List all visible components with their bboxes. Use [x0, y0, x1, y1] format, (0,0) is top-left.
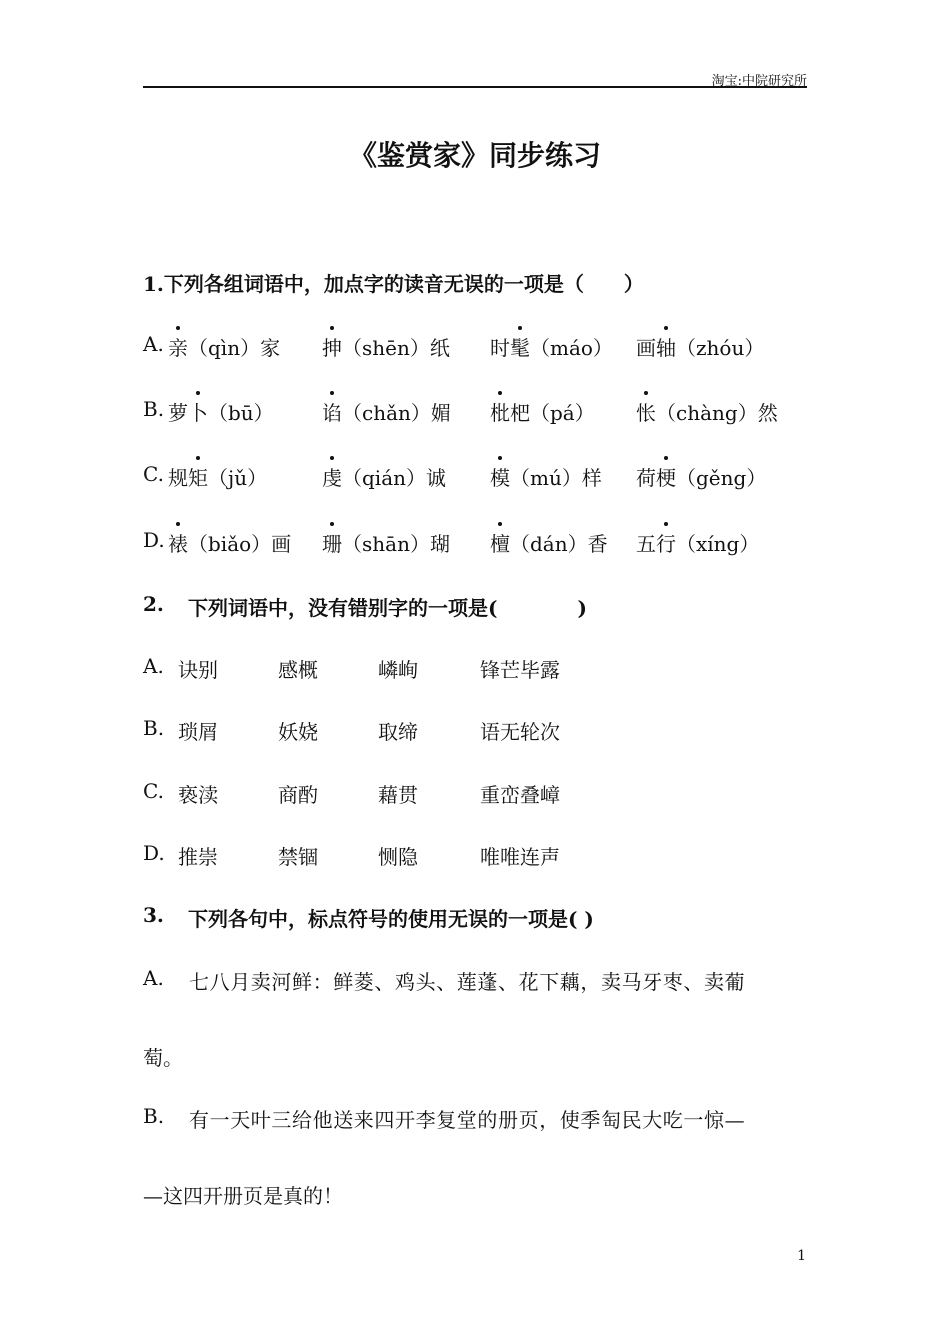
q2-option-word: 锋芒毕露 [480, 658, 560, 682]
q1-option-label: D. [143, 528, 165, 552]
q1-option-word [490, 397, 595, 426]
word-suffix: （chǎn）媚 [342, 401, 451, 425]
q2-stem: 下列词语中，没有错别字的一项是( ) [188, 596, 587, 620]
word-suffix: （bū） [208, 401, 274, 425]
q3-option-b-label: B. [143, 1104, 165, 1128]
q2-option-word: 妖娆 [278, 720, 318, 744]
q1-option-word [322, 462, 446, 491]
word-suffix: （zhóu） [676, 336, 765, 360]
q2-option-word: 取缔 [378, 720, 418, 744]
emphasized-character: 怅 [636, 397, 656, 426]
word-suffix: （dán）香 [510, 532, 608, 556]
q1-option-word [636, 332, 764, 361]
q3-option-b-line2: —这四开册页是真的！ [143, 1184, 343, 1208]
q2-option-word: 藉贯 [378, 783, 418, 807]
word-prefix: 萝 [168, 401, 188, 425]
q3-option-a-line1: 七八月卖河鲜：鲜菱、鸡头、莲蓬、花下藕，卖马牙枣、卖葡 [189, 970, 746, 994]
q2-option-word: 唯唯连声 [480, 845, 560, 869]
emphasized-character: 檀 [490, 528, 510, 557]
q2-option-label: C. [143, 779, 164, 803]
q2-option-word: 感概 [278, 658, 318, 682]
q3-option-a-label: A. [143, 966, 164, 990]
emphasized-character: 卜 [188, 397, 208, 426]
word-prefix: 五 [636, 532, 656, 556]
word-suffix: （shēn）纸 [342, 336, 450, 360]
emphasized-character: 谄 [322, 397, 342, 426]
emphasized-character: 矩 [188, 462, 208, 491]
word-suffix: （chàng）然 [656, 401, 778, 425]
q2-option-label: D. [143, 841, 165, 865]
q1-option-word [490, 528, 608, 557]
q1-option-word [322, 332, 450, 361]
q1-option-label: C. [143, 462, 164, 486]
q2-option-word: 语无轮次 [480, 720, 560, 744]
word-suffix: （biǎo）画 [188, 532, 292, 556]
q2-option-word: 推崇 [178, 845, 218, 869]
q2-option-word: 禁锢 [278, 845, 318, 869]
word-suffix: 杷（pá） [510, 401, 595, 425]
q2-option-label: B. [143, 716, 165, 740]
q3-option-a-line2: 萄。 [143, 1046, 183, 1070]
q1-option-label: B. [143, 397, 165, 421]
q1-option-word [636, 462, 766, 491]
emphasized-character: 行 [656, 528, 676, 557]
word-suffix: （gěng） [676, 466, 767, 490]
q1-option-word [168, 462, 267, 491]
q3-stem: 下列各句中，标点符号的使用无误的一项是( ) [188, 907, 594, 931]
q2-number: 2. [143, 592, 164, 616]
emphasized-character: 珊 [322, 528, 342, 557]
emphasized-character: 裱 [168, 528, 188, 557]
emphasized-character: 抻 [322, 332, 342, 361]
header-text: 淘宝:中院研究所 [711, 74, 807, 89]
page-title: 《鉴赏家》同步练习 [348, 139, 601, 172]
q2-option-label: A. [143, 654, 164, 678]
word-suffix: （máo） [530, 336, 613, 360]
q2-option-word: 恻隐 [378, 845, 418, 869]
q2-option-word: 商酌 [278, 783, 318, 807]
word-suffix: （qìn）家 [188, 336, 281, 360]
q1-option-word [636, 397, 778, 426]
q3-number: 3. [143, 903, 164, 927]
emphasized-character: 轴 [656, 332, 676, 361]
q1-option-word [168, 397, 274, 426]
page-number: 1 [797, 1248, 806, 1264]
word-prefix: 荷 [636, 466, 656, 490]
word-suffix: （mú）样 [510, 466, 602, 490]
header-rule [143, 86, 807, 88]
q1-option-word [490, 462, 602, 491]
emphasized-character: 髦 [510, 332, 530, 361]
word-suffix: （xíng） [676, 532, 760, 556]
q2-option-word: 琐屑 [178, 720, 218, 744]
q1-option-label: A. [143, 332, 164, 356]
emphasized-character: 枇 [490, 397, 510, 426]
q1-option-word [168, 332, 280, 361]
word-prefix: 画 [636, 336, 656, 360]
q2-option-word: 亵渎 [178, 783, 218, 807]
q1-option-word [490, 332, 613, 361]
q1-option-word [636, 528, 759, 557]
q1-option-word [168, 528, 291, 557]
emphasized-character: 虔 [322, 462, 342, 491]
word-suffix: （qián）诚 [342, 466, 447, 490]
q1-option-word [322, 397, 451, 426]
q3-option-b-line1: 有一天叶三给他送来四开李复堂的册页，使季匋民大吃一惊— [189, 1108, 746, 1132]
word-prefix: 时 [490, 336, 510, 360]
q1-stem: 1.下列各组词语中，加点字的读音无误的一项是（ ） [143, 272, 644, 296]
q2-option-word: 诀别 [178, 658, 218, 682]
emphasized-character: 模 [490, 462, 510, 491]
q2-option-word: 嶙峋 [378, 658, 418, 682]
emphasized-character: 梗 [656, 462, 676, 491]
word-prefix: 规 [168, 466, 188, 490]
q1-option-word [322, 528, 450, 557]
emphasized-character: 亲 [168, 332, 188, 361]
q2-option-word: 重峦叠嶂 [480, 783, 560, 807]
word-suffix: （shān）瑚 [342, 532, 450, 556]
word-suffix: （jǔ） [208, 466, 268, 490]
